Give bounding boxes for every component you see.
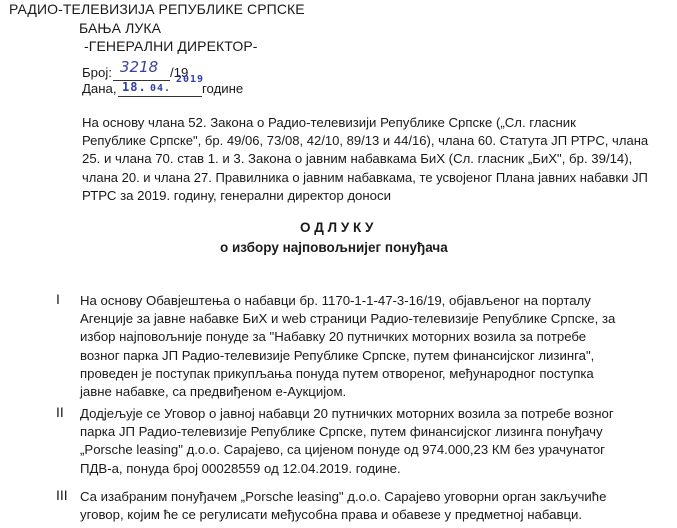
section-line: возног парка ЈП Радио-телевизије Републике Српске, путем финансијског лизинга", [80, 347, 595, 363]
decision-title: О Д Л У К У [300, 220, 374, 235]
date-stamp-month: 04. [150, 83, 172, 94]
section-line: На основу Обавјештења о набавци бр. 1170-1-1-47-3-16/19, објављеног на порталу [80, 293, 591, 308]
date-stamp-year: 2019 [176, 74, 205, 85]
date-suffix: године [202, 81, 244, 96]
preamble [82, 114, 648, 205]
section-line: Агенције за јавне набавке БиХ и web страници Радио-телевизије Републике Српске, за [80, 311, 616, 327]
section-numeral-ii: II [56, 404, 64, 420]
reference-number-suffix: /19 [170, 65, 189, 80]
section-i-body [80, 292, 652, 401]
section-line: Додјељује се Уговор о јавној набавци 20 путничких моторних возила за потребе возног [80, 406, 614, 421]
date-label: Дана, [82, 81, 117, 96]
preamble-line: Републике Српске", бр. 49/06, 73/08, 42/10, 89/13 и 44/16), члана 60. Статута ЈП РТРС, члана [82, 133, 649, 149]
section-numeral-i: I [56, 291, 60, 307]
section-ii-body [80, 405, 652, 478]
section-line: Са изабраним понуђачем „Porsche leasing" д.о.о. Сарајево уговорни орган закључиће [80, 489, 607, 504]
issuer-title: -ГЕНЕРАЛНИ ДИРЕКТОР- [84, 38, 258, 54]
decision-subtitle: о избору најповољнијег понуђача [220, 240, 448, 255]
section-line: проведен је поступак прикупљања понуда путем отвореног, међународног поступка [80, 365, 594, 381]
section-line: ПДВ-а, понуда број 00028559 од 12.04.2019. године. [80, 460, 401, 476]
section-iii-body [80, 488, 652, 524]
section-numeral-iii: III [56, 487, 68, 503]
preamble-line: РТРС за 2019. годину, генерални директор доноси [82, 187, 391, 203]
reference-number-label: Број: [82, 65, 112, 80]
section-line: „Porsche leasing" д.о.о. Сарајево, са цијеном понуде од 974.000,23 КМ без урачунатог [80, 442, 605, 458]
date-underline [118, 96, 202, 97]
section-line: избор најповољније понуде за "Набавку 20 путничких моторних возила за потребе [80, 329, 587, 345]
preamble-line: члана 20. и члана 27. Правилника о јавним набавкама, те усвојеног Плана јавних набавки ЈП [82, 169, 648, 185]
date-stamp-day: 18. [122, 80, 147, 94]
reference-number-handwritten: 3218 [120, 58, 159, 76]
preamble-line: На основу члана 52. Закона о Радио-телевизији Републике Српске („Сл. гласник [82, 115, 576, 130]
section-line: парка ЈП Радио-телевизије Републике Српске, путем финансијског лизинга понуђачу [80, 424, 603, 440]
institution-name: РАДИО-ТЕЛЕВИЗИЈА РЕПУБЛИКЕ СРПСКЕ [9, 1, 305, 17]
preamble-line: 25. и члана 70. став 1. и 3. Закона о јавним набавкама БиХ (Сл. гласник „БиХ", бр. 39/14), [82, 151, 633, 167]
section-line: јавне набавке, са предвиђеном е-Аукцијом. [80, 384, 347, 400]
institution-city: БАЊА ЛУКА [79, 20, 162, 36]
section-line: уговор, којим ће се регулисати међусобна права и обавезе у предметној набавци. [80, 507, 583, 523]
